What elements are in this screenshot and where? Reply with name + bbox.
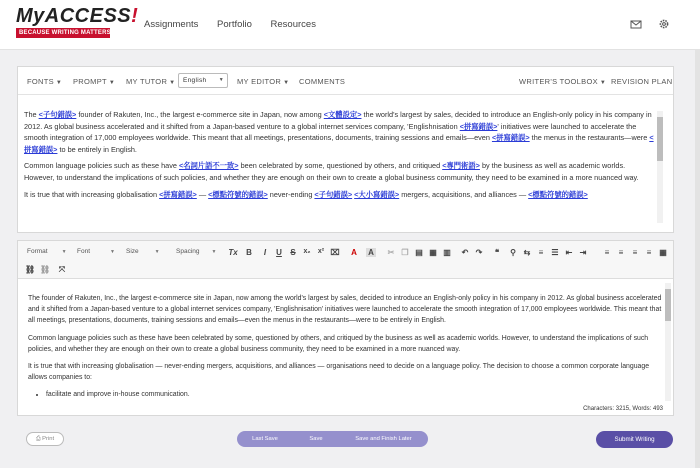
- strikethrough-icon[interactable]: S: [290, 248, 296, 257]
- font-combo[interactable]: Font ▼: [77, 248, 115, 255]
- language-select[interactable]: English ▼: [178, 73, 228, 88]
- revision-paragraph-3: [24, 189, 657, 201]
- copy-icon[interactable]: ❐: [401, 248, 409, 257]
- gear-icon[interactable]: [658, 17, 672, 31]
- nav-assignments[interactable]: Assignments: [144, 19, 199, 30]
- editor-scrollbar[interactable]: [665, 283, 671, 401]
- revision-scrollbar[interactable]: [657, 111, 663, 223]
- unlink-icon[interactable]: ⛓: [40, 265, 51, 274]
- replace-icon[interactable]: ⇆: [523, 248, 531, 257]
- myaccess-logo[interactable]: [16, 5, 139, 42]
- save-button-group: [237, 431, 428, 447]
- revision-paragraph-2: [24, 160, 657, 183]
- revision-plan-button[interactable]: REVISION PLAN: [611, 77, 673, 86]
- revision-text-segment: to be entirely in English.: [57, 144, 137, 154]
- error-tag[interactable]: <標點符號的錯誤>: [528, 189, 588, 199]
- underline-icon[interactable]: U: [276, 248, 282, 257]
- revision-text-segment: never-ending: [267, 189, 315, 199]
- error-tag[interactable]: <文體設定>: [323, 110, 362, 119]
- top-navigation: [0, 0, 700, 50]
- editor-bullet-list: [28, 389, 668, 400]
- comments-button[interactable]: COMMENTS: [299, 77, 346, 86]
- superscript-icon[interactable]: x²: [317, 248, 325, 255]
- error-tag[interactable]: <拼寫錯誤>: [459, 121, 498, 131]
- submit-writing-button[interactable]: Submit Writing: [596, 431, 673, 448]
- revision-text-segment: the menus in the restaurants—were: [529, 133, 650, 143]
- revision-text-segment: the world's largest by sales, decided to introduce an English-only policy in his company in 2012. As global business accelerated and it shifted from a Japan-based venture to a global internet services company, 'Englishnisation: [24, 110, 652, 131]
- editor-bullet-1: • facilitate and improve in-house communication.: [46, 389, 668, 400]
- my-tutor-menu[interactable]: MY TUTOR ▼: [126, 77, 176, 86]
- align-justify-icon[interactable]: ≡: [646, 248, 652, 257]
- error-tag[interactable]: <拼寫錯誤>: [159, 189, 197, 199]
- revision-feedback-text: [24, 109, 657, 227]
- character-word-count: Characters: 3215, Words: 493: [583, 406, 663, 412]
- align-left-icon[interactable]: ≡: [604, 248, 610, 257]
- nav-resources[interactable]: Resources: [270, 19, 316, 30]
- revision-text-segment: —: [196, 189, 209, 199]
- editor-toolbar-row-2: [18, 263, 673, 277]
- link-icon[interactable]: ⛓: [25, 265, 36, 274]
- revision-text-segment: Common language policies such as these have: [24, 161, 179, 171]
- clear-format-icon[interactable]: Tx: [228, 248, 238, 257]
- size-combo[interactable]: Size ▼: [126, 248, 160, 255]
- find-icon[interactable]: ⚲: [510, 248, 516, 257]
- revision-paragraph-1: [24, 109, 657, 155]
- editor-paragraph-2: Common language policies such as these have been celebrated by some, questioned by others, and critiqued by the business as well as academic worlds. However, to understand the implications of such policies, and whether they are enough on their own to create a global business community, they need to be examined in a more nuanced way.: [28, 334, 649, 353]
- print-button[interactable]: ⎙ Print: [26, 432, 64, 446]
- revision-text-segment: ' initiatives were launched to accelerate the smooth integration of 17,000 employees worldwide. This meant that all meetings, presentations, documents, training sessions and emails—even: [24, 121, 637, 143]
- spacing-combo[interactable]: Spacing ▼: [176, 248, 217, 255]
- revision-panel: [17, 66, 674, 233]
- error-tag[interactable]: <拼寫錯誤>: [24, 133, 654, 154]
- printer-icon: ⎙: [35, 436, 41, 442]
- format-combo[interactable]: Format ▼: [27, 248, 67, 255]
- revision-text-segment: by the business as well as academic worlds. However, to understand the implications of such policies, and whether they are enough on their own to create a global business community, they need to be examined in a more nuanced way.: [24, 161, 639, 182]
- paste-icon[interactable]: ▤: [415, 248, 423, 257]
- revision-text-segment: mergers, acquisitions, and alliances —: [399, 189, 529, 199]
- my-editor-menu[interactable]: MY EDITOR ▼: [237, 77, 290, 86]
- bg-color-icon[interactable]: A: [366, 248, 376, 257]
- numbered-list-icon[interactable]: ≡: [538, 248, 544, 257]
- logo-brand: MyACCESS!: [16, 5, 139, 27]
- table-icon[interactable]: ▦: [659, 248, 667, 257]
- editor-paragraph-1: The founder of Rakuten, Inc., the largest e-commerce site in Japan, now among the world's largest by sales, decided to introduce an English-only policy in his company in 2012. As global business accelerated and it shifted from a Japan-based venture to a global internet services company, 'Englishnisation' initiatives were launched to accelerate the smooth integration of 17,000 employees worldwide. This meant that all meetings, presentations, documents, training sessions and emails—even the menus in the restaurants—were to be entirely in English.: [28, 295, 662, 325]
- align-right-icon[interactable]: ≡: [632, 248, 638, 257]
- revision-toolbar: [18, 67, 673, 95]
- subscript-icon[interactable]: x₂: [303, 248, 311, 255]
- cut-icon[interactable]: ✂: [387, 248, 395, 257]
- text-color-icon[interactable]: A: [351, 248, 357, 257]
- error-tag[interactable]: <子句錯誤>: [314, 189, 353, 199]
- scrollbar-thumb[interactable]: [665, 289, 671, 321]
- nav-portfolio[interactable]: Portfolio: [217, 19, 252, 30]
- revision-text-segment: The: [24, 110, 39, 119]
- align-center-icon[interactable]: ≡: [618, 248, 624, 257]
- editor-content[interactable]: [28, 293, 668, 405]
- error-tag[interactable]: <名詞片語不一致>: [178, 161, 239, 171]
- main-nav: [144, 19, 332, 30]
- error-tag[interactable]: <專門術語>: [442, 161, 480, 171]
- writers-toolbox-menu[interactable]: WRITER'S TOOLBOX ▼: [519, 77, 607, 86]
- undo-icon[interactable]: ↶: [461, 248, 469, 257]
- fonts-menu[interactable]: FONTS ▼: [27, 77, 63, 86]
- blockquote-icon[interactable]: ❝: [494, 248, 500, 257]
- mail-icon[interactable]: [630, 17, 644, 31]
- paste-word-icon[interactable]: ▥: [443, 248, 451, 257]
- italic-icon[interactable]: I: [263, 248, 267, 257]
- editor-paragraph-3: It is true that with increasing globalisation — never-ending mergers, acquisitions, and alliances — organisations need to decide on a language policy. The decision to choose a common corporate language allows companies to:: [28, 363, 650, 382]
- bulleted-list-icon[interactable]: ☰: [551, 248, 559, 257]
- save-button[interactable]: Save: [309, 436, 323, 442]
- fullscreen-icon[interactable]: ⤧: [58, 265, 66, 274]
- header-icons: [620, 15, 672, 33]
- indent-icon[interactable]: ⇥: [579, 248, 587, 257]
- error-tag[interactable]: <大小寫錯誤>: [354, 189, 400, 199]
- prompt-menu[interactable]: PROMPT ▼: [73, 77, 116, 86]
- remove-format-icon[interactable]: ⌧: [330, 248, 340, 257]
- redo-icon[interactable]: ↷: [475, 248, 483, 257]
- essay-editor: [17, 240, 674, 416]
- chevron-down-icon: ▼: [218, 77, 224, 83]
- outdent-icon[interactable]: ⇤: [565, 248, 573, 257]
- editor-toolbar-row-1: [18, 244, 673, 260]
- revision-text-segment: It is true that with increasing globalisation: [24, 189, 160, 199]
- error-tag[interactable]: <標點符號的錯誤>: [208, 189, 268, 199]
- revision-text-segment: been celebrated by some, questioned by others, and critiqued: [238, 161, 443, 171]
- logo-tagline: BECAUSE WRITING MATTERS: [16, 28, 110, 38]
- bold-icon[interactable]: B: [246, 248, 252, 257]
- revision-text-segment: founder of Rakuten, Inc., the largest e-commerce site in Japan, now among: [76, 110, 324, 119]
- page-scrollbar[interactable]: [695, 50, 700, 468]
- editor-toolbar: [18, 241, 673, 279]
- last-save-button[interactable]: Last Save: [252, 436, 278, 442]
- error-tag[interactable]: <拼寫錯誤>: [491, 133, 530, 143]
- error-tag[interactable]: <子句錯誤>: [38, 110, 77, 119]
- paste-text-icon[interactable]: ▦: [429, 248, 437, 257]
- scrollbar-thumb[interactable]: [657, 117, 663, 161]
- save-finish-later-button[interactable]: Save and Finish Later: [355, 436, 412, 442]
